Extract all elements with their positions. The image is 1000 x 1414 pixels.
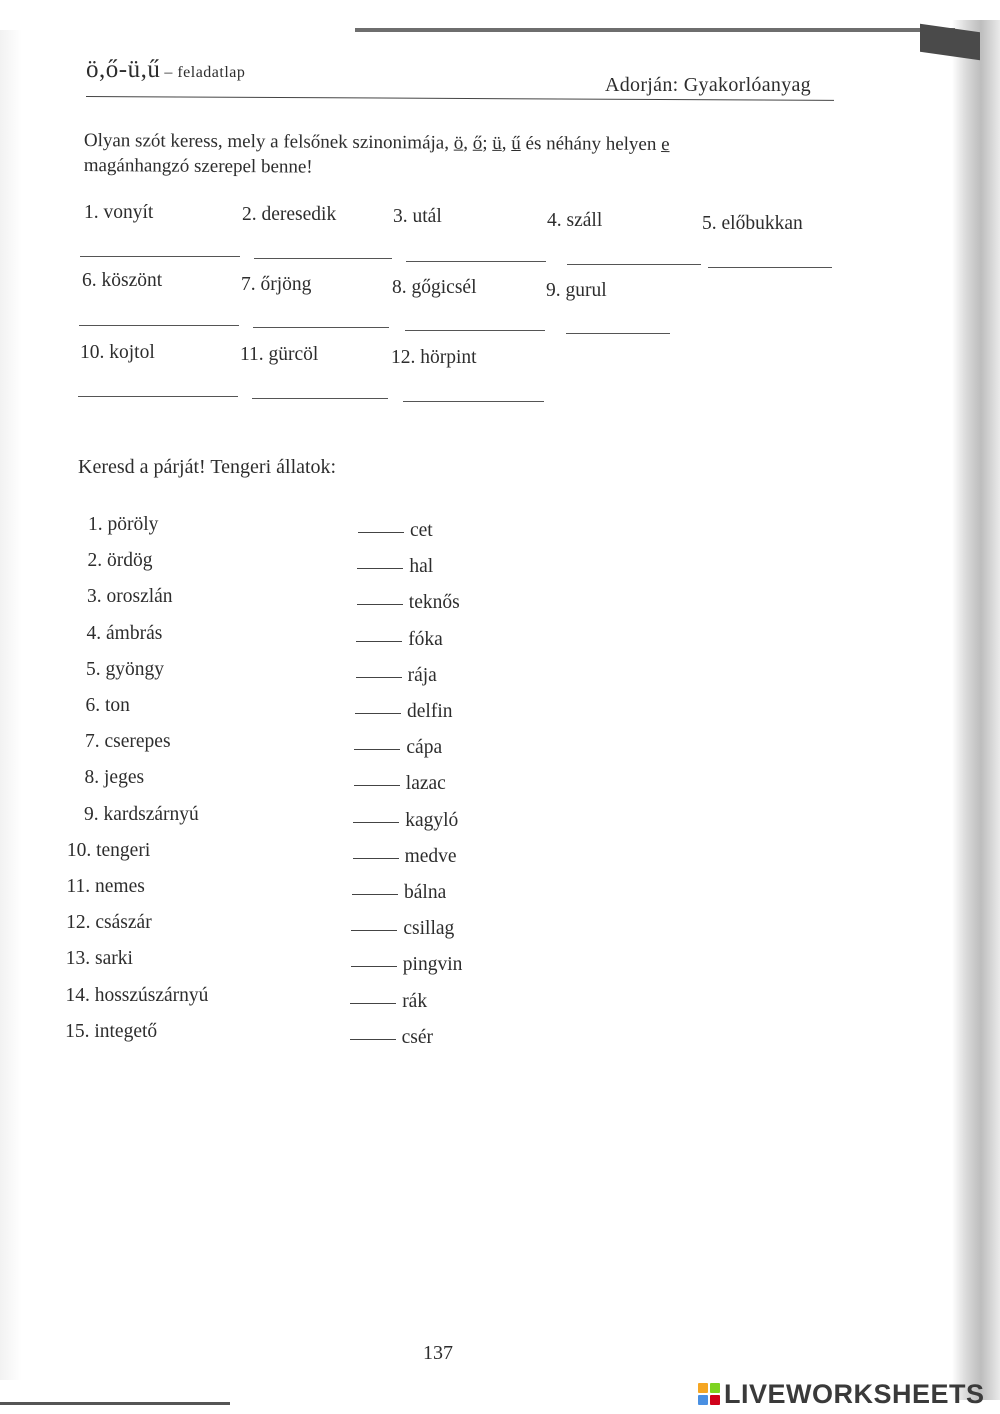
page-shadow-left <box>0 30 22 1380</box>
scan-bottom-edge <box>0 1402 230 1405</box>
pair-right-label: kagyló <box>405 809 459 831</box>
pair-right-item[interactable] <box>355 701 452 723</box>
pair-left-item: 2. ördög <box>87 550 153 572</box>
page-number: 137 <box>423 1342 453 1364</box>
pair-right-label: lazac <box>405 773 446 795</box>
pair-right-item[interactable] <box>351 918 454 940</box>
answer-blank[interactable] <box>354 749 400 750</box>
answer-blank[interactable] <box>254 258 392 259</box>
page-edge-right <box>952 20 1000 1400</box>
pair-right-label: hal <box>409 556 434 578</box>
pair-right-item[interactable] <box>352 882 446 904</box>
brand-logo-icon <box>698 1383 720 1405</box>
header-source: Adorján: Gyakorlóanyag <box>605 74 811 96</box>
pair-right-label: cápa <box>406 737 443 759</box>
letter-u-umlaut: ü <box>492 132 502 154</box>
pair-right-item[interactable] <box>353 846 457 868</box>
section1-instruction: Olyan szót keress, mely a felsőnek szinonimája, ö, ő; ü, ű és néhány helyen e magánhangzó szerepel benne! <box>83 129 670 178</box>
word-item: 7. őrjöng <box>241 274 312 295</box>
pair-left-item: 14. hosszúszárnyú <box>65 984 209 1006</box>
answer-blank[interactable] <box>356 677 402 678</box>
brand-logo-square <box>710 1395 720 1405</box>
answer-blank[interactable] <box>357 604 403 605</box>
word-item: 12. hörpint <box>391 347 477 368</box>
pair-left-item: 6. ton <box>85 695 130 716</box>
pair-left-item: 10. tengeri <box>66 839 151 861</box>
pair-right-item[interactable] <box>356 665 437 687</box>
brand-text: LIVEWORKSHEETS <box>724 1378 985 1409</box>
answer-blank[interactable] <box>357 568 403 569</box>
letter-o-umlaut: ö <box>453 132 464 154</box>
pair-left-item: 5. gyöngy <box>86 658 164 680</box>
answer-blank[interactable] <box>80 256 240 257</box>
word-item: 11. gürcöl <box>240 344 319 365</box>
pair-right-label: bálna <box>404 882 447 903</box>
answer-blank[interactable] <box>78 396 238 397</box>
brand-logo-square <box>698 1383 708 1393</box>
instruction-text-2: és néhány helyen <box>525 133 657 155</box>
pair-right-item[interactable] <box>354 773 446 795</box>
pair-right-label: pingvin <box>402 954 463 976</box>
liveworksheets-brand[interactable] <box>698 1380 985 1408</box>
letter-e: e <box>661 134 670 156</box>
pair-left-item: 9. kardszárnyú <box>84 803 199 825</box>
instruction-text-3: magánhangzó szerepel benne! <box>83 154 313 178</box>
answer-blank[interactable] <box>708 267 832 268</box>
brand-logo-square <box>698 1395 708 1405</box>
pair-right-item[interactable] <box>357 592 460 614</box>
pair-right-item[interactable] <box>350 991 427 1013</box>
word-item: 3. utál <box>393 206 442 227</box>
word-item: 9. gurul <box>546 280 607 301</box>
answer-blank[interactable] <box>566 333 670 334</box>
answer-blank[interactable] <box>350 1003 396 1004</box>
pair-left-item: 3. oroszlán <box>87 586 173 608</box>
pair-right-item[interactable] <box>358 520 433 542</box>
answer-blank[interactable] <box>353 858 399 859</box>
answer-blank[interactable] <box>350 1039 396 1040</box>
pair-left-item: 7. cserepes <box>85 731 171 753</box>
answer-blank[interactable] <box>353 822 399 823</box>
answer-blank[interactable] <box>253 327 389 328</box>
answer-blank[interactable] <box>403 401 544 402</box>
pair-left-item: 13. sarki <box>65 948 133 970</box>
pair-right-label: fóka <box>408 628 443 650</box>
pair-left-item: 1. pöröly <box>88 514 159 535</box>
pair-right-label: csér <box>401 1026 433 1048</box>
pair-left-item: 4. ámbrás <box>86 622 163 644</box>
pair-right-item[interactable] <box>351 954 463 976</box>
answer-blank[interactable] <box>405 330 545 331</box>
word-item: 10. kojtol <box>80 342 155 363</box>
answer-blank[interactable] <box>358 532 404 533</box>
pair-left-item: 11. nemes <box>66 876 145 897</box>
brand-logo-square <box>710 1383 720 1393</box>
pair-left-item: 12. császár <box>66 912 152 934</box>
word-item: 2. deresedik <box>242 204 337 225</box>
word-item: 4. száll <box>547 210 603 231</box>
word-item: 5. előbukkan <box>702 213 803 234</box>
pair-right-item[interactable] <box>350 1027 433 1049</box>
answer-blank[interactable] <box>351 966 397 967</box>
section2-title: Keresd a párját! Tengeri állatok: <box>78 456 337 478</box>
answer-blank[interactable] <box>567 264 701 265</box>
answer-blank[interactable] <box>352 894 398 895</box>
instruction-text-1: Olyan szót keress, mely a felsőnek szinonimája, <box>83 129 450 154</box>
answer-blank[interactable] <box>406 261 546 262</box>
pair-right-item[interactable] <box>357 556 433 578</box>
pair-left-item: 15. integető <box>65 1020 158 1042</box>
pair-right-item[interactable] <box>353 810 458 832</box>
pair-right-label: rák <box>402 990 428 1012</box>
pair-right-label: medve <box>404 845 457 867</box>
answer-blank[interactable] <box>79 325 239 326</box>
word-item: 8. gőgicsél <box>392 277 477 298</box>
worksheet-title <box>86 56 245 84</box>
answer-blank[interactable] <box>356 641 402 642</box>
pair-left-item: 8. jeges <box>84 767 145 789</box>
pair-right-label: delfin <box>407 701 453 722</box>
answer-blank[interactable] <box>252 398 388 399</box>
letter-u-double-acute: ű <box>511 132 521 155</box>
answer-blank[interactable] <box>351 930 397 931</box>
answer-blank[interactable] <box>355 713 401 714</box>
pair-right-item[interactable] <box>356 629 443 651</box>
title-main: ö,ő-ü,ű <box>86 56 161 83</box>
word-item: 6. köszönt <box>82 270 163 291</box>
letter-o-double-acute: ő <box>472 132 483 154</box>
pair-right-label: csillag <box>403 918 455 940</box>
pair-right-label: teknős <box>408 592 460 614</box>
word-item: 1. vonyít <box>84 202 154 223</box>
pair-right-label: cet <box>410 520 433 541</box>
answer-blank[interactable] <box>354 785 400 786</box>
scan-top-edge <box>355 28 955 32</box>
title-subtitle: – feladatlap <box>164 64 246 81</box>
pair-right-item[interactable] <box>354 737 442 759</box>
pair-right-label: rája <box>407 664 437 686</box>
